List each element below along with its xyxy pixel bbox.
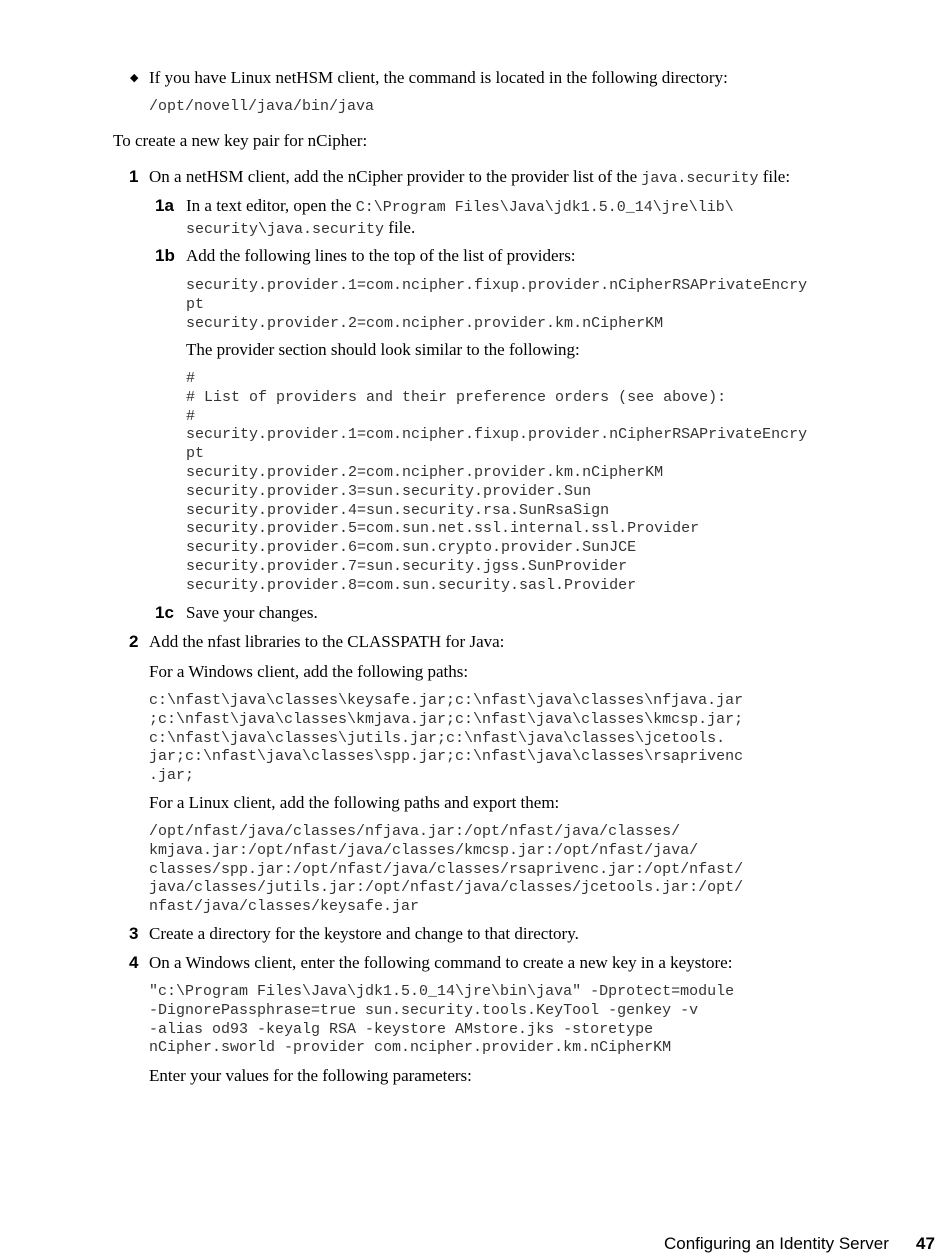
bullet-text: If you have Linux netHSM client, the command is located in the following directory:: [149, 68, 728, 87]
step-4-number: 4: [129, 953, 139, 972]
bullet-code: /opt/novell/java/bin/java: [149, 98, 375, 115]
step-1-text-before: On a netHSM client, add the nCipher provider to the provider list of the: [149, 167, 642, 186]
step-4-text2: Enter your values for the following parameters:: [149, 1066, 472, 1085]
step-1a-code-line1: C:\Program Files\Java\jdk1.5.0_14\jre\lib\: [355, 199, 734, 216]
step-1b-text: Add the following lines to the top of the list of providers:: [186, 246, 576, 265]
step-1b-number: 1b: [155, 246, 175, 265]
footer-section-title: Configuring an Identity Server: [664, 1234, 889, 1253]
step-1a-text-after: file.: [384, 218, 416, 237]
step-1a-line2: [186, 218, 415, 240]
step-1c-text: Save your changes.: [186, 603, 318, 622]
footer-page-number: [916, 1234, 935, 1254]
step-1a-number: 1a: [155, 196, 174, 215]
step-2-windows-text: For a Windows client, add the following paths:: [149, 662, 469, 681]
step-3-number: 3: [129, 924, 139, 943]
intro-text: To create a new key pair for nCipher:: [113, 131, 368, 150]
step-4-text: On a Windows client, enter the following command to create a new key in a keystore:: [149, 953, 733, 972]
step-1b-text2: The provider section should look similar to the following:: [186, 340, 580, 359]
step-1a-text-before: In a text editor, open the: [186, 196, 356, 215]
step-2-number: 2: [129, 632, 139, 651]
step-1a-line1: [186, 196, 734, 218]
page-number: 47: [916, 1234, 935, 1253]
step-2-linux-text: For a Linux client, add the following paths and export them:: [149, 793, 560, 812]
step-2-linux-code: /opt/nfast/java/classes/nfjava.jar:/opt/nfast/java/classes/ kmjava.jar:/opt/nfast/java/classes/kmcsp.jar:/opt/nfast/java/ classes/spp.jar:/opt/nfast/java/classes/rsaprivenc.jar:/opt/nfast/ java/classes/jutils.jar:/opt/nfast/java/classes/jcetools.jar:/opt/ nfast/java/classes/keysafe.jar: [149, 823, 744, 916]
step-2-windows-code: c:\nfast\java\classes\keysafe.jar;c:\nfast\java\classes\nfjava.jar ;c:\nfast\java\classes\kmjava.jar;c:\nfast\java\classes\kmcsp.jar; c:\nfast\java\classes\jutils.jar;c:\nfast\java\classes\jcetools. jar;c:\nfast\java\classes\spp.jar;c:\nfast\java\classes\rsaprivenc .jar;: [149, 692, 744, 785]
step-1b-code-providers: security.provider.1=com.ncipher.fixup.provider.nCipherRSAPrivateEncry pt security.provider.2=com.ncipher.provider.km.nCipherKM: [186, 277, 808, 332]
step-1a-code-line2: security\java.security: [186, 221, 385, 238]
step-3-text: Create a directory for the keystore and change to that directory.: [149, 924, 579, 943]
step-1b-code-section: # # List of providers and their preference orders (see above): # security.provider.1=com.ncipher.fixup.provider.nCipherRSAPrivateEncry pt security.provider.2=com.ncipher.provider.km.nCipherKM security.provider.3=sun.security.provider.Sun security.provider.4=sun.security.rsa.SunRsaSign security.provider.5=com.sun.net.ssl.internal.ssl.Provider security.provider.6=com.sun.crypto.provider.SunJCE security.provider.7=sun.security.jgss.SunProvider security.provider.8=com.sun.security.sasl.Provider: [186, 370, 808, 594]
bullet-marker: ◆: [130, 72, 139, 84]
step-1-text: [149, 167, 790, 189]
step-4-code: "c:\Program Files\Java\jdk1.5.0_14\jre\bin\java" -Dprotect=module -DignorePassphrase=true sun.security.tools.KeyTool -genkey -v -alias od93 -keyalg RSA -keystore AMstore.jks -storetype nCipher.sworld -provider com.ncipher.provider.km.nCipherKM: [149, 983, 735, 1057]
step-1-text-after: file:: [758, 167, 791, 186]
step-1c-number: 1c: [155, 603, 174, 622]
step-1-number: 1: [129, 167, 139, 186]
step-1-code: java.security: [641, 170, 759, 187]
step-2-text: Add the nfast libraries to the CLASSPATH for Java:: [149, 632, 505, 651]
